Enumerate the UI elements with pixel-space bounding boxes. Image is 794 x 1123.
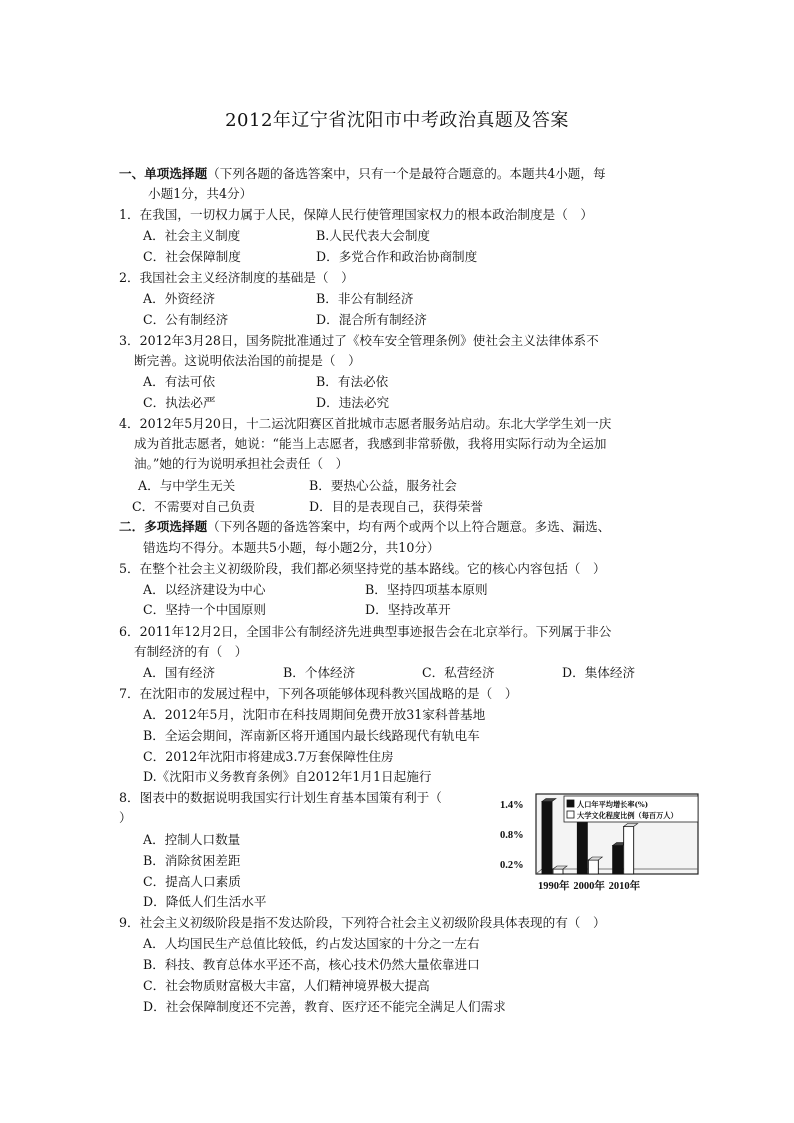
q6-option-b: B．个体经济	[283, 665, 356, 680]
q9-option-b: B．科技、教育总体水平还不高，核心技术仍然大量依靠进口	[143, 957, 480, 972]
section2-header	[119, 518, 610, 536]
y-tick-label: 0.8%	[500, 830, 524, 841]
section1-desc-1: （下列各题的备选答案中，只有一个是最符合题意的。本题共4小题，每	[207, 166, 606, 181]
section1-header	[119, 165, 606, 183]
q1-option-d: D．多党合作和政治协商制度	[316, 249, 478, 264]
q3-option-d: D．违法必究	[316, 395, 390, 410]
q8-option-d: D．降低人们生活水平	[143, 894, 267, 909]
page-title: 2012年辽宁省沈阳市中考政治真题及答案	[225, 110, 569, 131]
x-tick-label: 1990年	[538, 881, 570, 892]
x-tick-label: 2000年	[573, 881, 605, 892]
q4-option-c: C．不需要对自己负责	[132, 499, 255, 514]
q6-stem-1: 6．2011年12月2日，全国非公有制经济先进典型事迹报告会在北京举行。下列属于非公	[119, 624, 612, 639]
q4-option-d: D．目的是表现自己，获得荣誉	[309, 499, 483, 514]
q4-stem-2: 成为首批志愿者，她说：“能当上志愿者，我感到非常骄傲，我将用实际行动为全运加	[134, 436, 607, 451]
q6-option-a: A．国有经济	[143, 665, 216, 680]
q1-option-c: C．社会保障制度	[143, 249, 241, 264]
bar-growth-3	[613, 846, 623, 875]
q1-stem: 1．在我国，一切权力属于人民，保障人民行使管理国家权力的根本政治制度是（ ）	[119, 207, 593, 222]
q5-option-a: A．以经济建设为中心	[143, 582, 266, 597]
bar-growth-1	[542, 802, 552, 875]
q9-stem: 9．社会主义初级阶段是指不发达阶段，下列符合社会主义初级阶段具体表现的有（ ）	[119, 915, 606, 930]
q4-stem-3: 油。”她的行为说明承担社会责任（ ）	[134, 456, 349, 471]
q7-option-c: C．2012年沈阳市将建成3.7万套保障性住房	[143, 749, 394, 764]
legend-label-2: 大学文化程度比例（每百万人）	[577, 811, 678, 820]
x-tick-label: 2010年	[608, 881, 641, 892]
bar-growth-2	[577, 822, 587, 875]
q5-stem: 5．在整个社会主义初级阶段，我们都必须坚持党的基本路线。它的核心内容包括（ ）	[119, 561, 606, 576]
q9-option-d: D．社会保障制度还不完善，教育、医疗还不能完全满足人们需求	[143, 999, 506, 1014]
section1-heading: 一、单项选择题	[119, 166, 208, 181]
q7-option-a: A．2012年5月，沈阳市在科技周期间免费开放31家科普基地	[143, 707, 486, 722]
q8-option-c: C．提高人口素质	[143, 874, 241, 889]
q8-option-a: A．控制人口数量	[143, 832, 241, 847]
q2-option-c: C．公有制经济	[143, 312, 229, 327]
q3-option-a: A．有法可依	[143, 374, 216, 389]
q8-option-b: B．消除贫困差距	[143, 853, 241, 868]
population-chart	[498, 788, 704, 892]
bar-college-3	[624, 827, 634, 875]
y-tick-label: 1.4%	[500, 800, 524, 811]
q6-option-d: D．集体经济	[562, 665, 636, 680]
q5-option-d: D．坚持改革开	[365, 602, 451, 617]
section1-desc-2: 小题1分，共4分）	[148, 186, 253, 201]
y-tick-label: 0.2%	[500, 860, 524, 871]
q4-option-b: B．要热心公益，服务社会	[309, 478, 457, 493]
q2-option-b: B．非公有制经济	[316, 291, 414, 306]
q3-option-c: C．执法必严	[143, 395, 216, 410]
bar-college-2	[588, 860, 598, 874]
q5-option-c: C．坚持一个中国原则	[143, 602, 266, 617]
legend-swatch-1	[567, 800, 574, 807]
q3-stem-1: 3．2012年3月28日，国务院批准通过了《校车安全管理条例》使社会主义法律体系不	[119, 333, 599, 348]
q8-stem-2: ）	[119, 810, 132, 825]
q9-option-c: C．社会物质财富极大丰富，人们精神境界极大提高	[143, 978, 430, 993]
section2-desc-2: 错选均不得分。本题共5小题，每小题2分，共10分）	[143, 540, 440, 555]
q2-option-a: A．外资经济	[143, 291, 216, 306]
q7-option-b: B．全运会期间，浑南新区将开通国内最长线路现代有轨电车	[143, 728, 480, 743]
q2-option-d: D．混合所有制经济	[316, 312, 427, 327]
q3-stem-2: 断完善。这说明依法治国的前提是（ ）	[134, 353, 361, 368]
q3-option-b: B．有法必依	[316, 374, 389, 389]
section2-desc-1: （下列各题的备选答案中，均有两个或两个以上符合题意。多选、漏选、	[207, 519, 611, 534]
q6-option-c: C．私营经济	[422, 665, 495, 680]
legend-label-1: 人口年平均增长率(%)	[577, 800, 649, 809]
q6-stem-2: 有制经济的有（ ）	[134, 644, 248, 659]
bar-college-1	[553, 869, 563, 874]
legend-swatch-2	[567, 811, 574, 818]
q1-option-a: A．社会主义制度	[143, 228, 241, 243]
q7-stem: 7．在沈阳市的发展过程中，下列各项能够体现科教兴国战略的是（ ）	[119, 686, 518, 701]
q1-option-b: B.人民代表大会制度	[316, 228, 431, 243]
q9-option-a: A．人均国民生产总值比较低，约占发达国家的十分之一左右	[143, 936, 480, 951]
q7-option-d: D.《沈阳市义务教育条例》自2012年1月1日起施行	[143, 769, 432, 784]
q8-stem-1: 8．图表中的数据说明我国实行计划生育基本国策有利于（	[119, 790, 442, 805]
q4-option-a: A．与中学生无关	[138, 478, 236, 493]
q4-stem-1: 4．2012年5月20日，十二运沈阳赛区首批城市志愿者服务站启动。东北大学学生刘一庆	[119, 416, 612, 431]
q2-stem: 2．我国社会主义经济制度的基础是（ ）	[119, 270, 354, 285]
section2-heading: 二．多项选择题	[119, 519, 208, 534]
q5-option-b: B．坚持四项基本原则	[365, 582, 488, 597]
